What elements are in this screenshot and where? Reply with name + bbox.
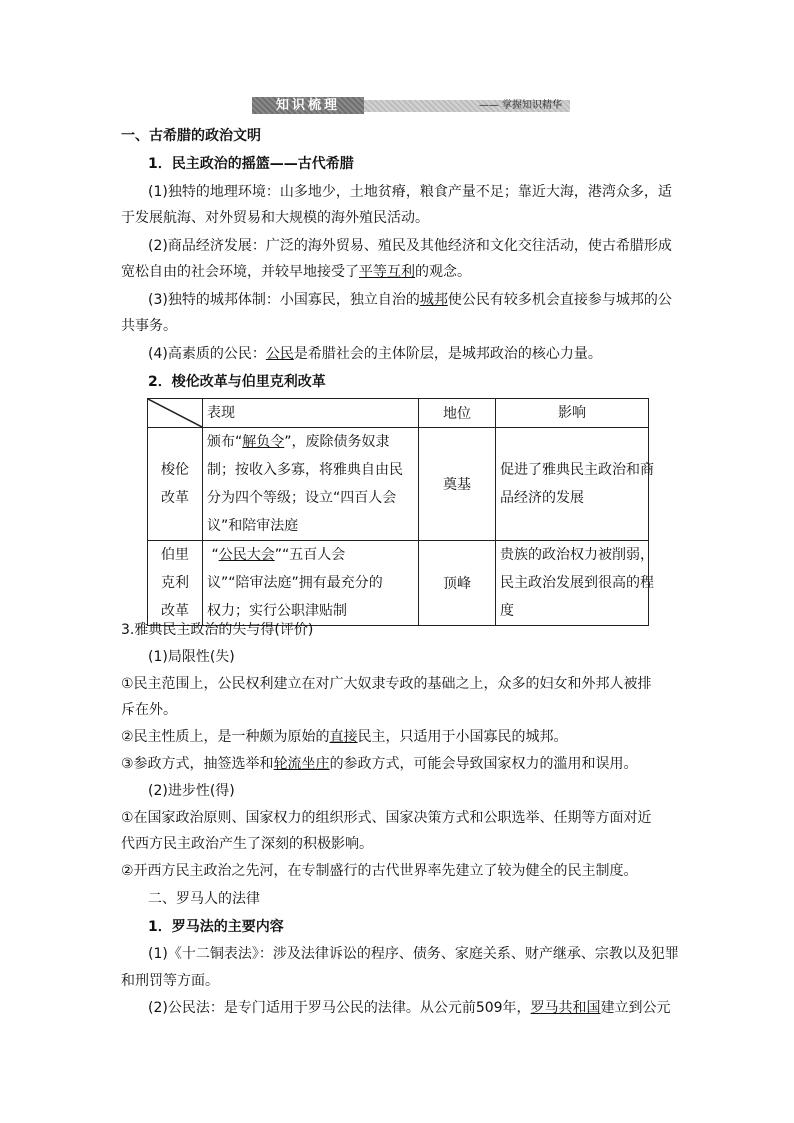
biaoxian-cell [203,541,419,626]
cell-line: 贵族的政治权力被削弱， [500,547,654,563]
paragraph-line: ②开西方民主政治之先河，在专制盛行的古代世界率先建立了较为健全的民主制度。 [121,863,638,879]
underlined-term: 轮流坐庄 [273,756,330,772]
banner-title: 知识梳理 [252,97,364,114]
cell-line: 分为四个等级；设立“四百人会 [207,490,397,506]
paragraph-line: 代西方民主政治产生了深刻的积极影响。 [121,836,373,852]
subsection-heading: 3.雅典民主政治的失与得(评价) [121,622,314,638]
cell-line: 议”和陪审法庭 [207,518,299,534]
cell-line: 议”“陪审法庭”拥有最充分的 [207,575,383,591]
yingxiang-cell [496,428,654,541]
underlined-term: 直接 [329,729,358,745]
underlined-term: 公民大会 [218,547,275,563]
row-label-cell [148,428,203,541]
paragraph-line: 共事务。 [121,318,177,334]
paragraph-line: 于发展航海、对外贸易和大规模的海外殖民活动。 [121,210,429,226]
paragraph-line [148,291,672,309]
underlined-term: 解负令 [242,434,285,450]
row-label-line: 改革 [161,603,189,619]
row-label-line: 梭伦 [161,462,189,478]
text-run: ③参政方式，抽签选举和 [121,756,274,772]
text-run: (3)独特的城邦体制：小国寡民，独立自治的 [148,292,420,308]
table-row [148,541,649,626]
text-run: 的观念。 [415,264,471,280]
paragraph-line: 斥在外。 [121,702,177,718]
diagonal-header-cell [148,399,203,428]
text-run: 颁布“ [207,434,243,450]
row-label-cell [148,541,203,626]
text-run: “ [211,547,219,563]
text-run: 使公民有较多机会直接参与城邦的公 [447,292,672,308]
cell-line: 权力；实行公职津贴制 [207,603,347,619]
cell-line: 促进了雅典民主政治和商 [500,462,654,478]
paragraph-line: (2)商品经济发展：广泛的海外贸易、殖民及其他经济和文化交往活动，使古希腊形成 [148,238,672,254]
text-run: 建立到公元 [600,1000,671,1016]
cell-line: 度 [500,603,514,619]
paragraph-line [121,728,568,746]
paragraph-line: (2)进步性(得) [148,783,235,799]
text-run: 民主，只适用于小国寡民的城邦。 [357,729,568,745]
table-row [148,428,649,541]
row-label-line: 克利 [161,575,189,591]
paragraph-line [148,999,671,1017]
column-header-biaoxian: 表现 [203,399,419,428]
text-run: (2)公民法：是专门适用于罗马公民的法律。从公元前509年， [148,1000,531,1016]
subsection-heading: 1．民主政治的摇篮——古代希腊 [148,156,354,172]
paragraph-line [148,345,602,363]
paragraph-line: ①民主范围上，公民权利建立在对广大奴隶专政的基础之上，众多的妇女和外邦人被排 [121,676,652,692]
text-run: 宽松自由的社会环境，并较早地接受了 [121,264,359,280]
text-run: ②民主性质上，是一种颇为原始的 [121,729,330,745]
subsection-heading: 2．梭伦改革与伯里克利改革 [148,374,326,390]
banner-stripe [360,100,570,112]
cell-line [207,428,414,456]
text-run: ”，废除债务奴隶 [284,434,390,450]
paragraph-line: ①在国家政治原则、国家权力的组织形式、国家决策方式和公职选举、任期等方面对近 [121,810,652,826]
text-run: 的参政方式，可能会导致国家权力的滥用和误用。 [329,756,638,772]
biaoxian-cell [203,428,419,541]
text-run: (4)高素质的公民： [148,346,266,362]
column-header-yingxiang: 影响 [496,399,649,428]
underlined-term: 罗马共和国 [530,1000,601,1016]
paragraph-line: 和刑罚等方面。 [121,973,219,989]
yingxiang-cell [496,541,654,626]
section-heading: 二、罗马人的法律 [148,891,260,907]
diwei-cell: 顶峰 [419,541,496,626]
text-run: ”“五百人会 [274,547,346,563]
paragraph-line [121,263,471,281]
cell-line: 品经济的发展 [500,490,584,506]
underlined-term: 平等互利 [359,264,415,280]
underlined-term: 公民 [265,346,294,362]
underlined-term: 城邦 [419,292,448,308]
table-header-row [148,399,649,428]
row-label-line: 改革 [161,490,189,506]
paragraph-line [121,755,638,773]
cell-line: 民主政治发展到很高的程 [500,575,654,591]
section-banner [252,97,570,114]
cell-line: 制；按收入多寡，将雅典自由民 [207,462,403,478]
paragraph-line: (1)局限性(失) [148,649,235,665]
banner-subtitle: —— 掌握知识精华 [478,100,562,111]
text-run: 是希腊社会的主体阶层，是城邦政治的核心力量。 [293,346,602,362]
paragraph-line: (1)《十二铜表法》：涉及法律诉讼的程序、债务、家庭关系、财产继承、宗教以及犯罪 [148,946,679,962]
diwei-cell: 奠基 [419,428,496,541]
cell-line [207,541,414,569]
paragraph-line: (1)独特的地理环境：山多地少，土地贫瘠，粮食产量不足；靠近大海，港湾众多，适 [148,184,672,200]
reform-table [147,398,654,626]
subsection-heading: 1．罗马法的主要内容 [148,919,284,935]
row-label-line: 伯里 [161,547,189,563]
column-header-diwei: 地位 [419,399,496,428]
section-heading: 一、古希腊的政治文明 [121,128,261,144]
